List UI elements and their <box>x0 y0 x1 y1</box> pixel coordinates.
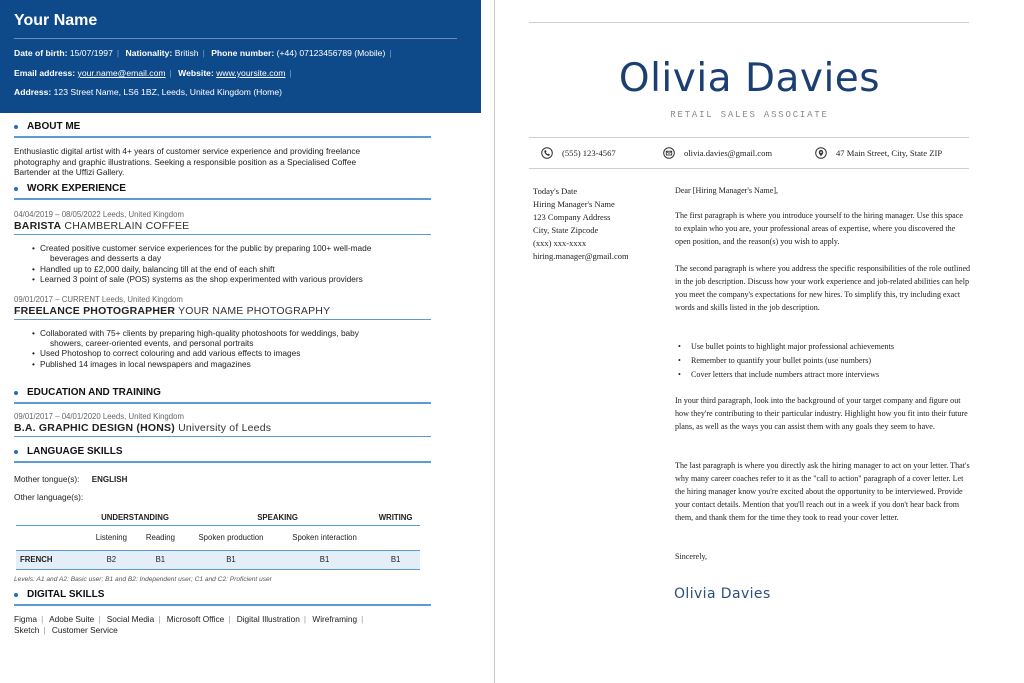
other-languages-label: Other language(s): <box>14 491 84 502</box>
address-value: 123 Street Name, LS6 1BZ, Leeds, United Kingdom (Home) <box>53 87 282 97</box>
recipient-line: (xxx) xxx-xxxx <box>533 238 587 248</box>
mother-tongue <box>14 474 431 486</box>
level-cell: B1 <box>155 555 166 564</box>
phone-value: (+44) 07123456789 (Mobile) <box>276 48 386 58</box>
recipient-line: Today's Date <box>533 186 578 196</box>
letter-job-title: RETAIL SALES ASSOCIATE <box>670 110 829 120</box>
paragraph-4: The last paragraph is where you directly ask the hiring manager to act on your letter. That's why many career coaches refer to it as the "call to action" paragraph of a cover letter. Let the hiring manager know you're excited about the opportunity to be interviewed. Provide your contact details. Mention that you'll reach out in a week if you don't hear back from them, and thank them for the time they took to read your cover letter. <box>675 461 970 522</box>
job-bullets <box>14 243 431 285</box>
skill-item: Customer Service <box>51 625 118 635</box>
job-bullets <box>14 328 431 370</box>
about-section <box>14 121 431 178</box>
list-item: • Cover letters that include numbers attract more interviews <box>678 368 968 382</box>
language-section <box>14 446 431 583</box>
section-rule <box>14 604 431 606</box>
about-title: ABOUT ME <box>14 121 431 135</box>
contact-email <box>663 147 772 159</box>
section-rule <box>14 402 431 404</box>
contact-address <box>815 147 942 159</box>
education-degree: B.A. GRAPHIC DESIGN (HONS) <box>14 422 175 434</box>
skills-list: Figma | Adobe Suite | Social Media | Microsoft Office | Digital Illustration | Wireframing | Sketch | Customer Service <box>14 614 364 635</box>
skill-item: Wireframing <box>312 614 358 624</box>
header-line-1: Date of birth: 15/07/1997 | Nationality: British | Phone number: (+44) 07123456789 (Mobile) | <box>14 48 392 58</box>
contact-address-text: 47 Main Street, City, State ZIP <box>836 148 943 158</box>
group-speaking: SPEAKING <box>257 513 298 523</box>
salutation: Dear [Hiring Manager's Name], <box>675 186 779 195</box>
list-item: • Learned 3 point of sale (POS) systems as the shop experimented with various providers <box>32 274 431 284</box>
recipient-line: hiring.manager@gmail.com <box>533 251 629 261</box>
letter-bullets <box>678 340 968 383</box>
skill-item: Microsoft Office <box>166 614 225 624</box>
header-line-3 <box>14 87 282 97</box>
education-degree-line <box>14 422 431 434</box>
website-label: Website: <box>178 68 214 78</box>
phone-label: Phone number: <box>211 48 275 58</box>
list-item <box>32 328 431 349</box>
email-link[interactable]: your.name@email.com <box>77 68 166 78</box>
digital-section <box>14 589 431 636</box>
bullet-text: beverages and desserts a day <box>50 253 162 264</box>
list-item <box>32 243 431 264</box>
letter-name: Olivia Davies <box>618 56 881 101</box>
about-text <box>14 146 431 178</box>
cv-name: Your Name <box>14 12 98 29</box>
language-name: FRENCH <box>20 555 53 564</box>
job-role: FREELANCE PHOTOGRAPHER <box>14 304 176 317</box>
skill-item: Sketch <box>14 625 40 635</box>
recipient-line: 123 Company Address <box>533 212 611 222</box>
level-cell: B1 <box>319 555 330 564</box>
website-link[interactable]: www.yoursite.com <box>216 68 286 78</box>
header-divider <box>14 38 457 39</box>
paragraph-1: The first paragraph is where you introduce yourself to the hiring manager. Use this space to explain who you are, your professional areas of expertise, where you discovered the open position, and the reason(s) you wish to apply. <box>675 211 963 246</box>
work-title: WORK EXPERIENCE <box>14 183 431 197</box>
section-rule <box>14 136 431 138</box>
subhead-spoken-production: Spoken production <box>198 533 264 542</box>
cv-header <box>0 0 481 113</box>
closing: Sincerely, <box>675 552 708 561</box>
contact-phone <box>541 147 616 159</box>
about-line: photography and graphic illustrations. Seeking a responsible position as a Specialised Coffee <box>14 156 357 167</box>
header-line-2: Email address: your.name@email.com | Website: www.yoursite.com | <box>14 68 292 78</box>
dob-label: Date of birth: <box>14 48 68 58</box>
level-cell: B1 <box>390 555 401 564</box>
education-title: EDUCATION AND TRAINING <box>14 387 431 401</box>
location-pin-icon <box>815 147 827 159</box>
digital-title: DIGITAL SKILLS <box>14 589 431 603</box>
paragraph-3: In your third paragraph, look into the background of your target company and figure out how they're contributing to their particular industry. Highlight how you fit into their future plans, as well as the ways you can assist them with any goals they seem to have. <box>675 396 968 431</box>
list-item: • Used Photoshop to correct colouring and add various effects to images <box>32 348 431 358</box>
job-rule <box>14 319 431 320</box>
list-item: • Handled up to £2,000 daily, balancing till at the end of each shift <box>32 264 431 274</box>
group-writing: WRITING <box>378 513 413 523</box>
contact-email-text: olivia.davies@gmail.com <box>684 148 773 158</box>
education-rule <box>14 436 431 437</box>
contact-bottom-rule <box>529 168 969 169</box>
education-school: University of Leeds <box>178 422 272 434</box>
group-understanding: UNDERSTANDING <box>101 513 169 523</box>
skill-item: Digital Illustration <box>236 614 300 624</box>
email-icon <box>663 147 675 159</box>
list-item: • Remember to quantify your bullet points (use numbers) <box>678 354 968 368</box>
recipient-block <box>533 185 629 263</box>
education-meta: 09/01/2017 – 04/01/2020 Leeds, United Kingdom <box>14 412 184 421</box>
level-cell: B2 <box>106 555 117 564</box>
cover-letter-page <box>495 0 1024 683</box>
dob-value: 15/07/1997 <box>69 48 113 58</box>
work-section <box>14 183 431 369</box>
about-line: Enthusiastic digital artist with 4+ years of customer service experience and providing freelance <box>14 146 361 156</box>
mother-tongue-value: ENGLISH <box>91 475 128 484</box>
section-rule <box>14 198 431 200</box>
contact-phone-text: (555) 123-4567 <box>562 148 616 158</box>
section-rule <box>14 461 431 463</box>
phone-icon <box>541 147 553 159</box>
top-rule <box>529 22 969 23</box>
recipient-line: City, State Zipcode <box>533 225 599 235</box>
list-item: • Published 14 images in local newspapers and magazines <box>32 359 431 369</box>
job-title <box>14 220 431 232</box>
job-org: CHAMBERLAIN COFFEE <box>64 220 190 232</box>
about-line: Bartender at the Uffizi Gallery. <box>14 167 125 177</box>
contact-top-rule <box>529 137 969 138</box>
mother-tongue-label: Mother tongue(s): <box>14 474 80 484</box>
subhead-reading: Reading <box>145 533 175 542</box>
paragraph-2: The second paragraph is where you address the specific responsibilities of the role outlined in the job description. Discuss how your work experience and job-related abilities can help you meet the company's expectations for new hires. To simplify this, try including exact words and skills listed in the job description. <box>675 264 971 312</box>
subhead-spoken-interaction: Spoken interaction <box>292 533 357 542</box>
recipient-line: Hiring Manager's Name <box>533 199 615 209</box>
address-label: Address: <box>14 87 52 97</box>
education-section <box>14 387 431 437</box>
skill-item: Social Media <box>106 614 155 624</box>
email-label: Email address: <box>14 68 76 78</box>
levels-note: Levels: A1 and A2: Basic user; B1 and B2: Independent user; C1 and C2: Proficient user <box>14 575 272 583</box>
list-item: • Use bullet points to highlight major professional achievements <box>678 340 968 354</box>
job-rule <box>14 234 431 235</box>
subhead-listening: Listening <box>95 533 127 542</box>
bullet-text: showers, career-oriented events, and personal portraits <box>50 338 254 349</box>
job-meta: 04/04/2019 – 08/05/2022 Leeds, United Kingdom <box>14 210 184 219</box>
level-cell: B1 <box>226 555 236 564</box>
bullet-text: Collaborated with 75+ clients by preparing high-quality photoshoots for weddings, baby <box>40 327 359 338</box>
job-org: YOUR NAME PHOTOGRAPHY <box>178 304 331 317</box>
language-title: LANGUAGE SKILLS <box>14 446 431 460</box>
table-row <box>16 550 420 569</box>
nationality-label: Nationality: <box>125 48 173 58</box>
skill-item: Figma <box>14 614 38 624</box>
language-table <box>16 511 420 570</box>
job-role: BARISTA <box>14 220 62 232</box>
bullet-text: Created positive customer service experiences for the public by preparing 100+ well-made <box>40 243 372 253</box>
job-meta: 09/01/2017 – CURRENT Leeds, United Kingdom <box>14 294 183 304</box>
cv-page <box>0 0 494 683</box>
signature: Olivia Davies <box>674 586 771 602</box>
job-title <box>14 305 431 317</box>
skill-item: Adobe Suite <box>49 614 95 624</box>
nationality-value: British <box>174 48 199 58</box>
